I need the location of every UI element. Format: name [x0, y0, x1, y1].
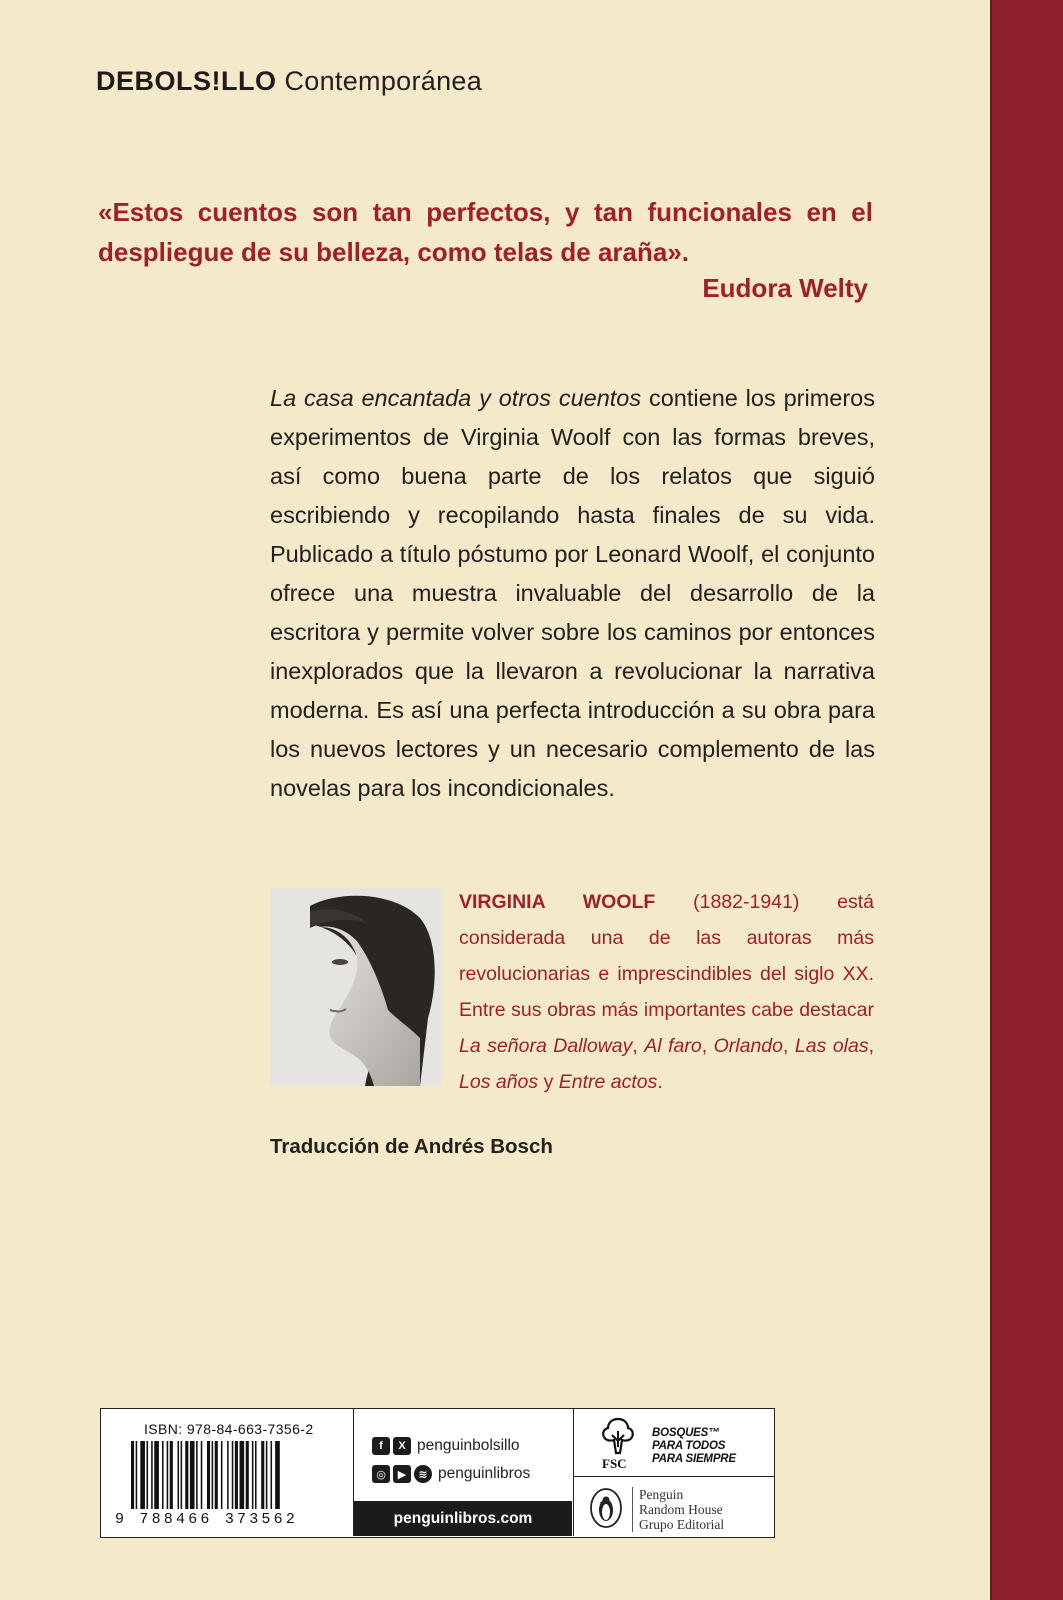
barcode-bar [140, 1441, 145, 1509]
barcode-bar [246, 1441, 249, 1509]
ean-digits: 9 788466 373562 [115, 1511, 299, 1528]
social-handle-1: penguinbolsillo [417, 1437, 520, 1454]
barcode-bar [227, 1441, 229, 1509]
instagram-icon: ◎ [372, 1465, 390, 1483]
barcode-bar [212, 1441, 214, 1509]
barcode-bar [240, 1441, 245, 1509]
review-quote: «Estos cuentos son tan perfectos, y tan funcionales en el despliegue de su belleza, como telas de araña». [98, 197, 873, 267]
publisher-name: Penguin Random House Grupo Editorial [632, 1487, 724, 1532]
fsc-slogan: BOSQUES™ PARA TODOS PARA SIEMPRE [652, 1427, 736, 1465]
barcode-bar [181, 1441, 183, 1509]
barcode-bar [151, 1441, 153, 1509]
social-row-1[interactable] [372, 1437, 520, 1455]
quote-author: Eudora Welty [702, 273, 868, 303]
penguin-logo-icon [589, 1487, 623, 1529]
barcode-bar [147, 1441, 149, 1509]
barcode-bar [261, 1441, 264, 1509]
author-name: VIRGINIA WOOLF [459, 891, 656, 913]
barcode-bar [232, 1441, 234, 1509]
barcode-bar [170, 1441, 173, 1509]
barcode-bar [275, 1441, 280, 1509]
facebook-icon: f [372, 1437, 390, 1455]
barcode-bar [221, 1441, 223, 1509]
book-spine [990, 0, 1063, 1600]
barcode-bar [136, 1441, 138, 1509]
isbn-label: ISBN: 978-84-663-7356-2 [144, 1421, 314, 1437]
barcode-bar [185, 1441, 188, 1509]
spotify-icon: ≋ [414, 1465, 432, 1483]
work-title: Los años [459, 1071, 539, 1093]
debolsillo-logo: DEBOLS!LLO [96, 66, 277, 96]
logos-panel [574, 1409, 774, 1536]
book-title: La casa encantada y otros cuentos [270, 385, 642, 411]
author-photo [270, 888, 441, 1086]
barcode-bar [190, 1441, 195, 1509]
author-portrait-image [270, 888, 441, 1086]
barcode-bar [215, 1441, 218, 1509]
barcode-bar [252, 1441, 254, 1509]
back-cover-footer [100, 1408, 775, 1538]
barcode-bar [207, 1441, 210, 1509]
work-title: Al faro [644, 1035, 702, 1057]
social-row-2[interactable] [372, 1465, 530, 1483]
work-title: Las olas [794, 1035, 869, 1057]
work-title: Entre actos [558, 1071, 658, 1093]
social-panel [354, 1409, 574, 1536]
publisher-brand [96, 66, 482, 97]
fsc-label: FSC [602, 1456, 627, 1471]
barcode-bar [196, 1441, 198, 1509]
synopsis [270, 379, 875, 808]
barcode-icon [131, 1441, 331, 1513]
series-name: Contemporánea [284, 66, 483, 96]
author-bio: VIRGINIA WOOLF (1882-1941) está considerada una de las autoras más revolucionarias e imprescindibles del siglo XX. Entre sus obras más importantes cabe destacar La señora Dalloway, Al faro, Orlando, Las olas, Los años y Entre actos. [459, 891, 875, 1093]
barcode-bar [266, 1441, 268, 1509]
barcode-bar [255, 1441, 257, 1509]
work-title: Orlando [713, 1035, 783, 1057]
barcode-bar [162, 1441, 164, 1509]
author-bio-text: (1882-1941) está considerada una de las autoras más revolucionarias e imprescindibles del siglo XX. Entre sus obras más importantes cabe destacar [459, 891, 874, 1021]
youtube-icon: ▶ [393, 1465, 411, 1483]
website-link[interactable]: penguinlibros.com [354, 1501, 572, 1536]
work-title: La señora Dalloway [459, 1035, 633, 1057]
barcode-panel [101, 1409, 354, 1536]
barcode-bar [178, 1441, 180, 1509]
fsc-tree-icon [598, 1417, 638, 1455]
barcode-bar [131, 1441, 134, 1509]
synopsis-text: contiene los primeros experimentos de Virginia Woolf con las formas breves, así como buena parte de los relatos que siguió escribiendo y recopilando hasta finales de su vida. Publicado a título póstumo por Leonard Woolf, el conjunto ofrece una muestra invaluable del desarrollo de la escritora y permite volver sobre los caminos por entonces inexplorados que la llevaron a revolucionar la narrativa moderna. Es así una perfecta introducción a su obra para los nuevos lectores y un necesario complemento de las novelas para los incondicionales. [270, 385, 875, 801]
barcode-bar [235, 1441, 238, 1509]
barcode-bar [271, 1441, 273, 1509]
translator-credit: Traducción de Andrés Bosch [270, 1135, 553, 1158]
barcode-bar [201, 1441, 203, 1509]
social-handle-2: penguinlibros [438, 1465, 531, 1482]
barcode-bar [167, 1441, 169, 1509]
fsc-block [574, 1409, 774, 1477]
x-icon: X [393, 1437, 411, 1455]
barcode-bar [154, 1441, 159, 1509]
